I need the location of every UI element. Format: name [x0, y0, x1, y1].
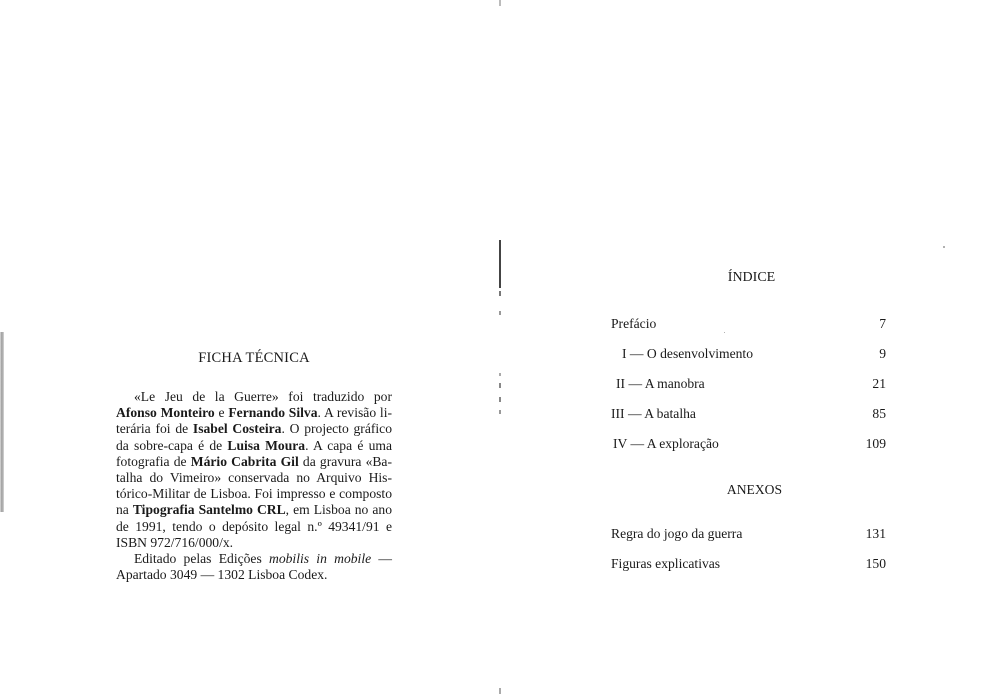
- colophon-title: FICHA TÉCNICA: [198, 350, 310, 366]
- colophon-text: Editado pelas Edições: [134, 551, 270, 567]
- annex-entry-label: Regra do jogo da guerra: [611, 526, 743, 541]
- colophon-body: [116, 389, 392, 583]
- toc-entry: [611, 404, 886, 424]
- annex-entry: [611, 524, 886, 544]
- annex-entry-label: Figuras explicativas: [611, 556, 721, 571]
- toc-entry: [611, 374, 886, 394]
- publisher-name: mobilis in mobile: [269, 551, 372, 567]
- toc-entry-page: 85: [872, 406, 886, 421]
- scan-speck: [943, 246, 945, 248]
- scan-edge-shadow: [0, 332, 4, 512]
- colophon-text: «Le Jeu de la Guerre» foi traduzido por: [134, 389, 392, 404]
- toc-entry: [611, 314, 886, 334]
- colophon-text: . A revisão literária foi de: [116, 405, 392, 437]
- gutter-fold-mark: [499, 397, 501, 402]
- colophon-text: , em Lisboa no ano de 1991, tendo o depósito legal n.º 49341/91 e ISBN 972/716/000/x.: [116, 502, 392, 550]
- toc-entry-label: II — A manobra: [616, 376, 705, 391]
- toc-title: ÍNDICE: [727, 270, 776, 285]
- credit-name: Isabel Costeira: [192, 421, 282, 437]
- colophon-text: — Apartado 3049 — 1302 Lisboa Codex.: [116, 551, 392, 583]
- toc-entry: [611, 434, 886, 454]
- toc-entry-page: 7: [879, 316, 886, 331]
- gutter-fold-mark: [499, 291, 501, 296]
- colophon-text: . A capa é uma fotografia de: [116, 437, 392, 469]
- toc-entry: [611, 344, 886, 364]
- gutter-fold-mark: [499, 688, 501, 694]
- colophon-paragraph: [116, 551, 392, 583]
- credit-name: Mário Cabrita Gil: [190, 453, 299, 469]
- toc-entry-page: 109: [865, 436, 886, 451]
- toc-entry-label: Prefácio: [611, 316, 657, 331]
- gutter-fold-mark: [499, 383, 501, 388]
- annex-title: ANEXOS: [726, 482, 783, 497]
- colophon-text: . O projecto gráfico da sobre-capa é de: [116, 421, 392, 453]
- toc-entry-label: III — A batalha: [611, 406, 696, 421]
- gutter-fold-mark: [499, 311, 501, 315]
- toc-entry-label: I — O desenvolvimento: [622, 346, 754, 361]
- credit-name: Luisa Moura: [227, 437, 306, 453]
- credit-name: Tipografia Santelmo CRL: [132, 502, 286, 518]
- toc-entry-label: IV — A exploração: [613, 436, 719, 451]
- annex-entry-page: 150: [865, 556, 886, 571]
- colophon-text: da gravura «Batalha do Vimeiro» conservada no Arquivo Histórico-Militar de Lisboa. Foi impresso e composto na: [116, 453, 392, 518]
- gutter-fold-line: [499, 240, 501, 288]
- colophon-paragraph: [116, 389, 392, 551]
- gutter-fold-mark: [499, 373, 501, 376]
- annex-entry-page: 131: [865, 526, 886, 541]
- table-of-contents-page: [611, 268, 886, 571]
- gutter-fold-mark: [499, 410, 501, 414]
- annex-entry: [611, 554, 886, 574]
- colophon-page: [116, 348, 392, 583]
- toc-entry-page: 21: [872, 376, 886, 391]
- colophon-text: e: [214, 405, 229, 421]
- gutter-fold-mark: [499, 0, 501, 6]
- toc-entry-page: 9: [879, 346, 886, 361]
- credit-name: Afonso Monteiro: [116, 405, 215, 421]
- credit-name: Fernando Silva: [228, 405, 318, 421]
